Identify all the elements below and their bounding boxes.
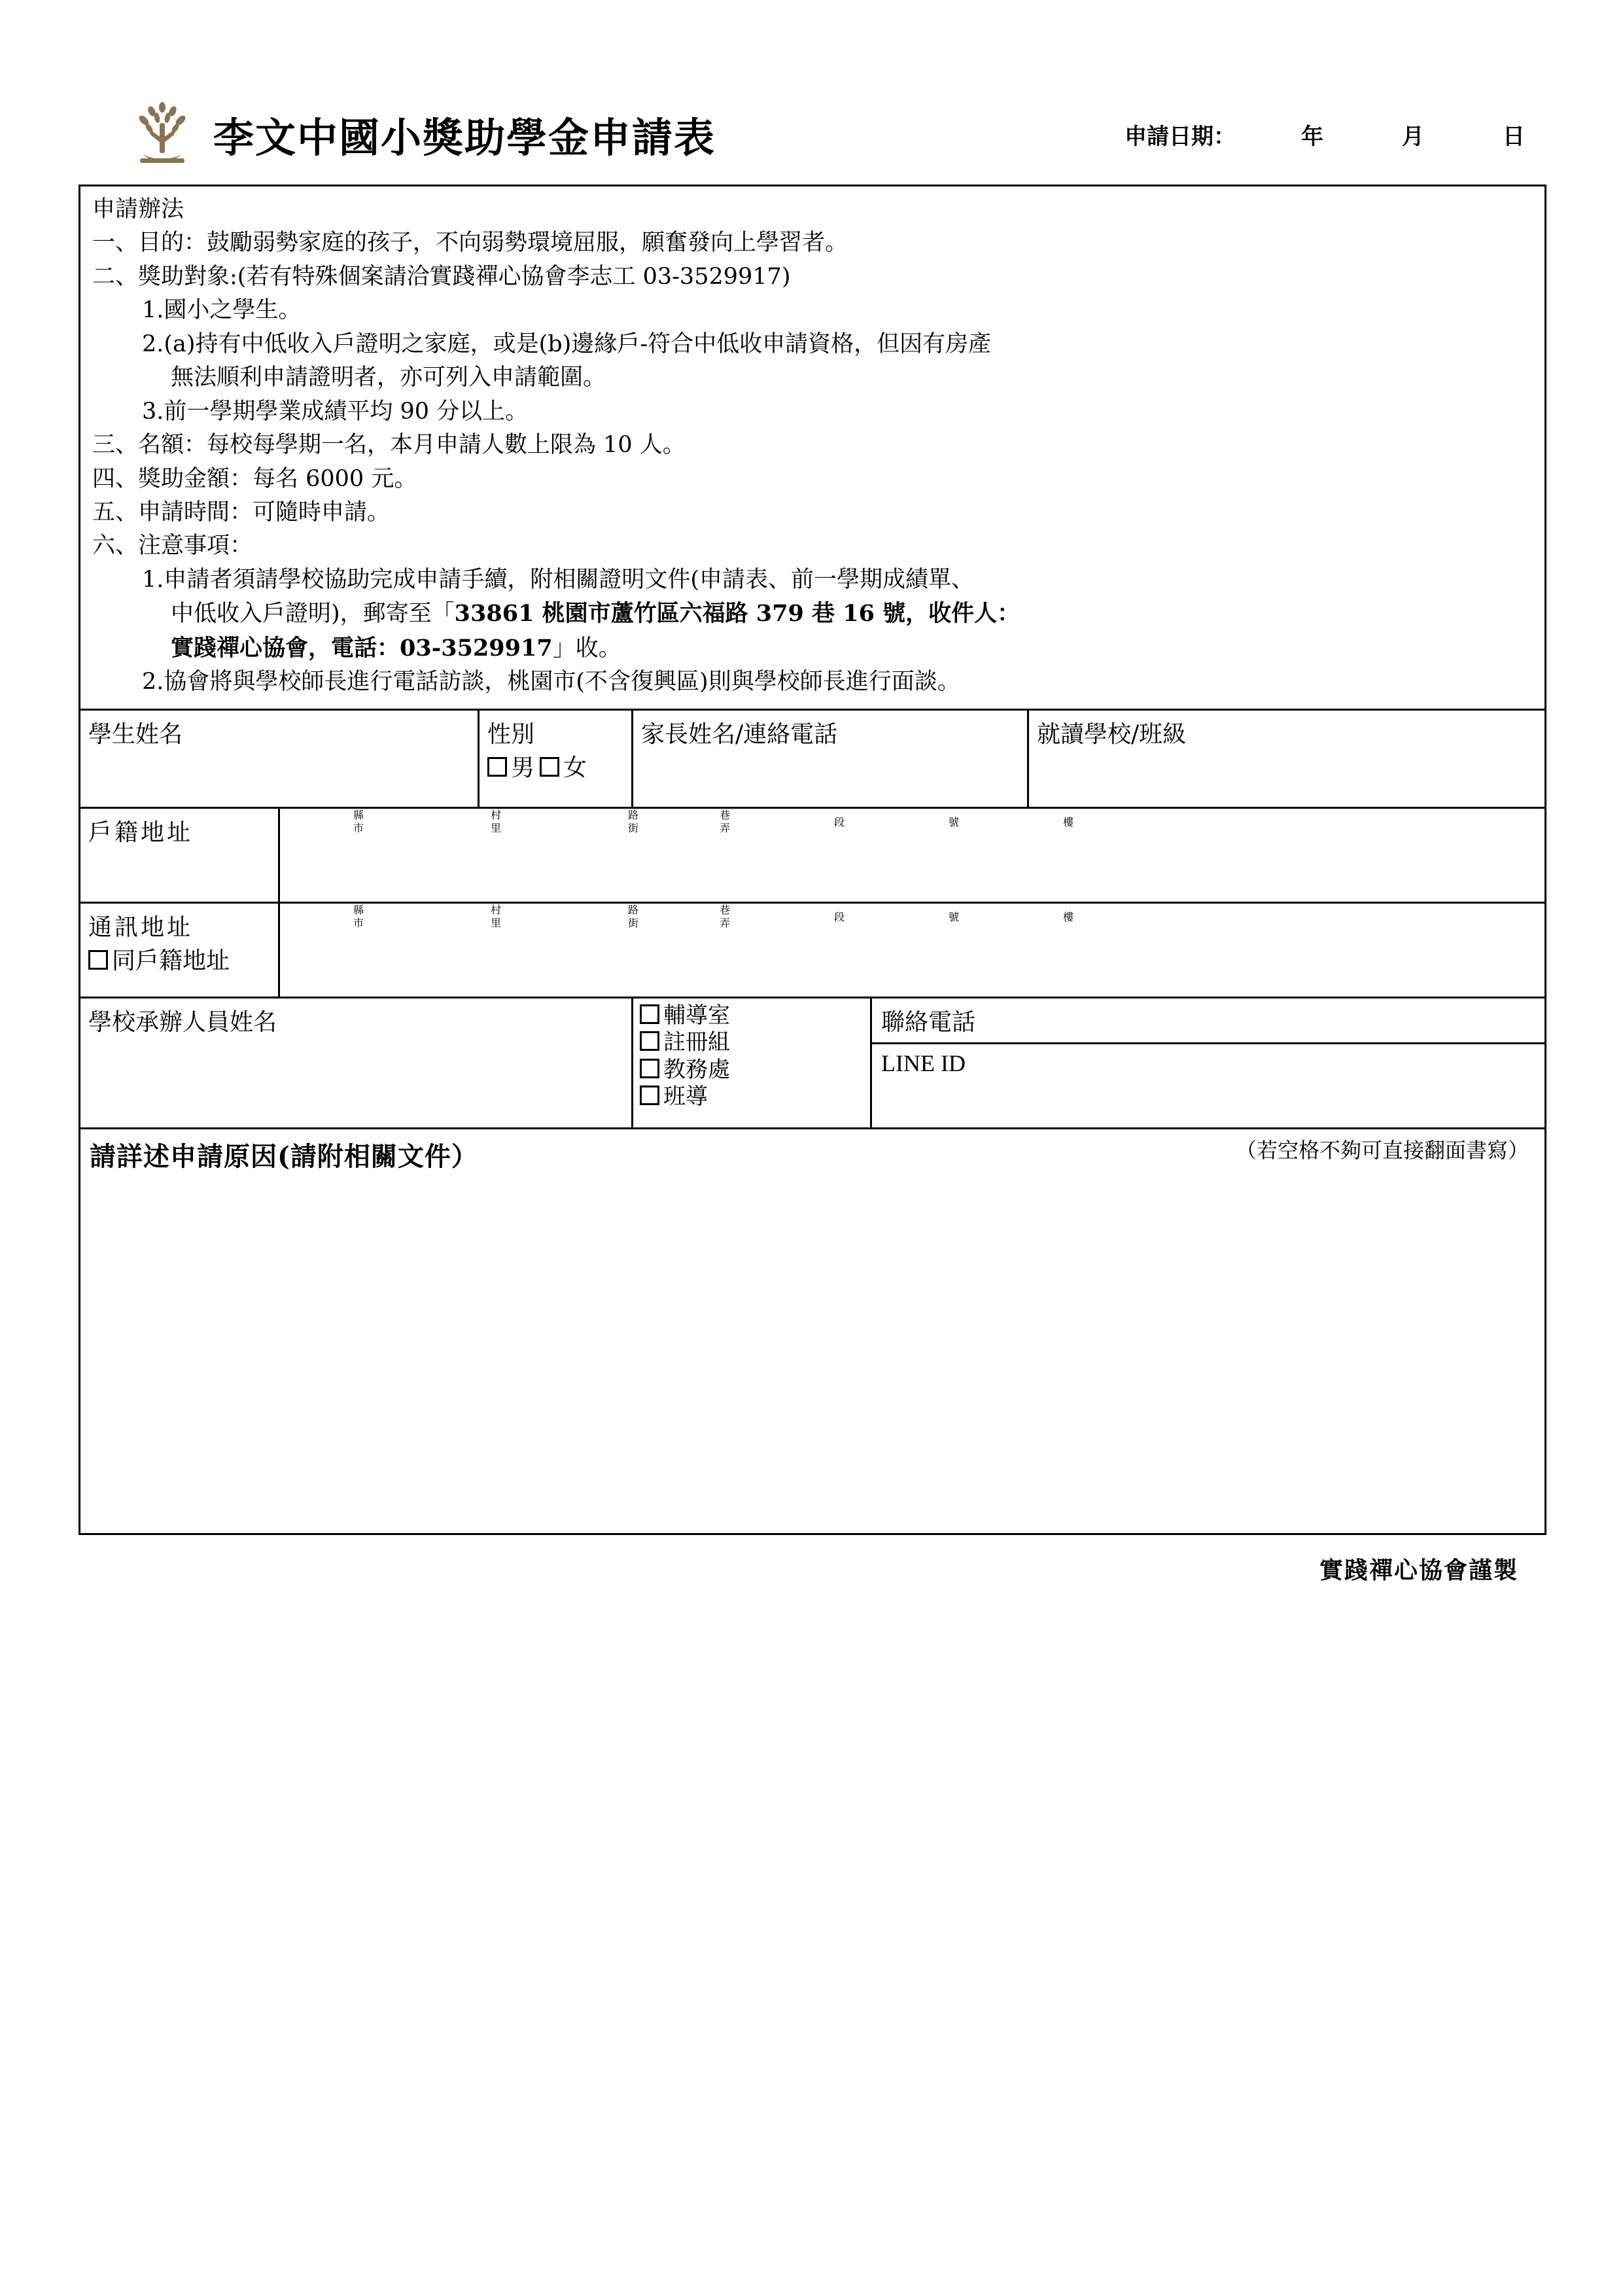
household-lane-alley: 巷 弄 — [719, 808, 730, 834]
instruction-address-bold: 33861 桃園市蘆竹區六福路 379 巷 16 號，收件人： — [454, 600, 1021, 627]
footer-text: 實踐禪心協會謹製 — [1319, 1556, 1518, 1584]
household-floor: 樓 — [1062, 816, 1073, 829]
student-name-label: 學生姓名 — [88, 720, 183, 748]
staff-name-label: 學校承辦人員姓名 — [88, 1008, 277, 1036]
gender-male-label: 男 — [511, 754, 535, 781]
reason-cell[interactable] — [80, 1128, 1546, 1534]
instruction-line-8: 四、獎助金額：每名 6000 元。 — [92, 465, 417, 492]
gender-male-checkbox[interactable] — [487, 757, 507, 777]
mailing-address-label-cell[interactable] — [80, 902, 279, 997]
staff-phone-label: 聯絡電話 — [881, 1008, 976, 1036]
instructions-block — [80, 186, 1544, 709]
page-header — [79, 98, 1544, 170]
mailing-county-city: 縣 市 — [353, 903, 364, 929]
staff-lineid-label: LINE ID — [881, 1050, 966, 1076]
apply-date-field — [1125, 118, 1544, 150]
same-as-household-label: 同戶籍地址 — [112, 947, 230, 974]
reason-title: 請詳述申請原因(請附相關文件） — [90, 1140, 478, 1172]
dept-academic-label: 教務處 — [663, 1056, 730, 1083]
instruction-line-13b: 」收。 — [552, 635, 621, 662]
staff-contact-cell — [871, 997, 1546, 1128]
reason-row — [80, 1128, 1546, 1534]
mailing-number: 號 — [948, 911, 959, 924]
staff-lineid-cell[interactable] — [872, 1043, 1544, 1082]
instructions-row — [80, 186, 1546, 710]
form-table — [79, 185, 1546, 1535]
instructions-heading: 申請辦法 — [92, 196, 184, 222]
dept-counseling-label: 輔導室 — [663, 1002, 730, 1029]
apply-date-label: 申請日期： — [1125, 123, 1236, 150]
instruction-line-12a: 中低收入戶證明)，郵寄至「 — [171, 601, 455, 627]
student-info-row — [80, 709, 1546, 807]
mailing-section: 段 — [833, 911, 845, 924]
mailing-address-label: 通訊地址 — [88, 913, 194, 941]
household-section: 段 — [833, 816, 845, 829]
instruction-contact-bold: 實踐禪心協會，電話：03-3529917 — [171, 634, 553, 662]
instruction-line-7: 三、名額：每校每學期一名，本月申請人數上限為 10 人。 — [92, 432, 686, 459]
gender-label: 性別 — [487, 720, 535, 748]
instruction-line-4: 2.(a)持有中低收入戶證明之家庭，或是(b)邊緣戶-符合中低收申請資格，但因有房產 — [142, 330, 992, 357]
staff-phone-cell[interactable] — [872, 998, 1544, 1044]
school-staff-row — [80, 997, 1546, 1128]
instruction-line-9: 五、申請時間：可隨時申請。 — [92, 499, 391, 525]
parent-contact-cell[interactable] — [633, 709, 1028, 807]
student-name-cell[interactable] — [80, 709, 479, 807]
staff-department-cell[interactable] — [633, 997, 871, 1128]
mailing-village-li: 村 里 — [490, 903, 501, 929]
mailing-lane-alley: 巷 弄 — [719, 903, 730, 929]
gender-cell[interactable] — [479, 709, 633, 807]
household-address-fields-cell[interactable] — [279, 807, 1546, 902]
same-as-household-checkbox[interactable] — [88, 950, 108, 970]
household-village-li: 村 里 — [490, 808, 501, 834]
dept-academic-checkbox[interactable] — [640, 1059, 659, 1078]
dept-registrar-label: 註冊組 — [663, 1029, 730, 1056]
instruction-line-3: 1.國小之學生。 — [142, 297, 302, 324]
instruction-line-1: 一、目的：鼓勵弱勢家庭的孩子，不向弱勢環境屈服，願奮發向上學習者。 — [92, 230, 848, 256]
parent-contact-label: 家長姓名/連絡電話 — [641, 720, 838, 748]
staff-name-cell[interactable] — [80, 997, 633, 1128]
dept-counseling-checkbox[interactable] — [640, 1004, 659, 1024]
household-address-label: 戶籍地址 — [88, 819, 194, 846]
dept-homeroom-label: 班導 — [663, 1083, 708, 1110]
dept-registrar-checkbox[interactable] — [640, 1031, 659, 1051]
gender-female-checkbox[interactable] — [540, 757, 559, 777]
page-title: 李文中國小獎助學金申請表 — [213, 113, 716, 162]
instruction-line-10: 六、注意事項： — [92, 533, 253, 559]
household-county-city: 縣 市 — [353, 808, 364, 834]
school-class-cell[interactable] — [1028, 709, 1546, 807]
mailing-road-street: 路 街 — [627, 903, 638, 929]
instruction-line-2: 二、獎助對象:(若有特殊個案請洽實踐禪心協會李志工 03-3529917) — [92, 263, 791, 290]
school-class-label: 就讀學校/班級 — [1037, 720, 1187, 748]
household-address-row — [80, 807, 1546, 902]
year-unit: 年 — [1301, 123, 1323, 150]
gender-female-label: 女 — [563, 754, 587, 781]
tree-logo-icon — [131, 98, 194, 170]
dept-homeroom-checkbox[interactable] — [640, 1086, 659, 1105]
instruction-line-14: 2.協會將與學校師長進行電話訪談，桃園市(不含復興區)則與學校師長進行面談。 — [142, 669, 960, 696]
instruction-line-11: 1.申請者須請學校協助完成申請手續，附相關證明文件(申請表、前一學期成績單、 — [142, 566, 975, 593]
household-road-street: 路 街 — [627, 808, 638, 834]
household-number: 號 — [948, 816, 959, 829]
mailing-address-fields-cell[interactable] — [279, 902, 1546, 997]
instruction-line-5: 無法順利申請證明者，亦可列入申請範圍。 — [171, 364, 606, 391]
household-address-label-cell — [80, 807, 279, 902]
reason-note: （若空格不夠可直接翻面書寫） — [1235, 1137, 1529, 1163]
day-unit: 日 — [1503, 123, 1525, 150]
instruction-line-6: 3.前一學期學業成績平均 90 分以上。 — [142, 398, 529, 425]
mailing-address-row — [80, 902, 1546, 997]
mailing-floor: 樓 — [1062, 911, 1073, 924]
month-unit: 月 — [1402, 123, 1424, 150]
